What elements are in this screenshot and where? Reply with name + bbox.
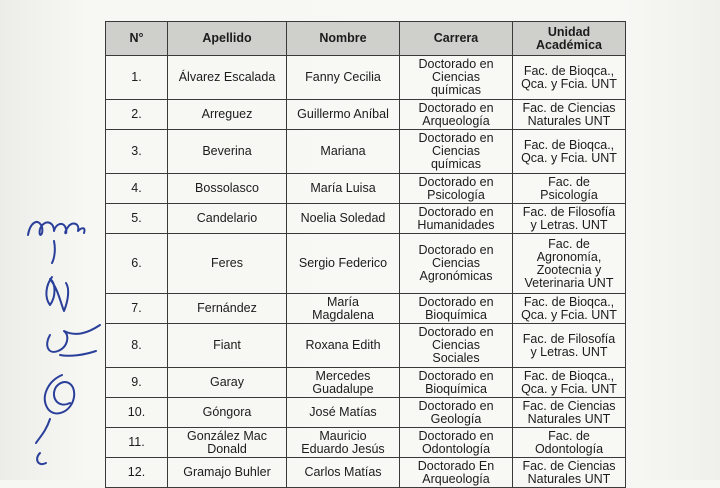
table-row <box>106 324 626 368</box>
cell-carrera <box>400 294 513 324</box>
cell-nombre <box>287 324 400 368</box>
cell-carrera-line: Odontología <box>421 441 491 456</box>
header-carrera: Carrera <box>400 22 513 56</box>
cell-nombre-line: María <box>327 294 359 309</box>
table-row <box>106 428 626 458</box>
cell-nombre-line: Roxana Edith <box>305 338 381 352</box>
cell-carrera-line: Doctorado En <box>417 458 495 473</box>
cell-apellido-line: Beverina <box>202 144 252 158</box>
cell-unidad-line: Fac. de Bioqca., <box>523 63 615 78</box>
header-apellido: Apellido <box>168 22 287 56</box>
cell-num: 11. <box>106 428 168 458</box>
header-unidad <box>513 22 626 56</box>
cell-unidad-line: Qca. y Fcia. UNT <box>521 150 617 165</box>
cell-apellido-line: Fiant <box>213 338 241 352</box>
cell-unidad-line: Fac. de Bioqca., <box>523 368 615 383</box>
cell-carrera-line: Arqueología <box>422 471 490 486</box>
cell-carrera <box>400 174 513 204</box>
cell-unidad <box>513 398 626 428</box>
cell-carrera-line: químicas <box>430 157 482 171</box>
cell-nombre-line: Sergio Federico <box>298 256 388 270</box>
cell-apellido <box>168 324 287 368</box>
cell-nombre <box>287 100 400 130</box>
table-row <box>106 204 626 234</box>
cell-apellido <box>168 130 287 174</box>
cell-unidad-line: Fac. de <box>548 174 590 189</box>
cell-nombre <box>287 56 400 100</box>
cell-carrera <box>400 234 513 294</box>
cell-num: 7. <box>106 294 168 324</box>
cell-apellido-line: Álvarez Escalada <box>178 70 276 84</box>
table-row <box>106 398 626 428</box>
cell-num: 5. <box>106 204 168 234</box>
cell-unidad-line: y Letras. UNT <box>530 344 608 359</box>
cell-apellido-line: Garay <box>209 375 245 389</box>
signature-stroke-2 <box>52 241 55 263</box>
cell-nombre-line: Fanny Cecilia <box>305 70 381 84</box>
cell-carrera <box>400 130 513 174</box>
cell-unidad <box>513 174 626 204</box>
cell-apellido <box>168 204 287 234</box>
cell-unidad <box>513 324 626 368</box>
cell-apellido-line: Bossolasco <box>195 181 259 195</box>
cell-unidad-line: Qca. y Fcia. UNT <box>521 76 617 91</box>
cell-unidad <box>513 56 626 100</box>
cell-num: 8. <box>106 324 168 368</box>
cell-num: 3. <box>106 130 168 174</box>
cell-unidad-line: Veterinaria UNT <box>524 275 614 290</box>
cell-apellido <box>168 234 287 294</box>
cell-carrera <box>400 324 513 368</box>
cell-unidad-line: Qca. y Fcia. UNT <box>521 307 617 322</box>
cell-carrera-line: Humanidades <box>417 217 495 232</box>
table-body <box>106 56 626 488</box>
cell-nombre <box>287 294 400 324</box>
cell-unidad-line: Fac. de <box>548 428 590 443</box>
cell-carrera-line: Doctorado en <box>418 57 494 71</box>
cell-carrera-line: Doctorado en <box>418 243 494 257</box>
signature-stroke-1 <box>28 222 85 235</box>
signature-stroke-6 <box>37 453 46 464</box>
table-row <box>106 56 626 100</box>
cell-num: 4. <box>106 174 168 204</box>
table-row <box>106 234 626 294</box>
cell-unidad <box>513 428 626 458</box>
cell-carrera-line: Ciencias <box>432 144 480 158</box>
cell-apellido <box>168 56 287 100</box>
cell-carrera-line: Sociales <box>432 351 480 365</box>
table-row <box>106 100 626 130</box>
cell-unidad <box>513 458 626 488</box>
cell-apellido-line: Fernández <box>197 301 257 315</box>
cell-unidad-line: Fac. de Ciencias <box>522 458 616 473</box>
doctorate-table-container <box>105 21 625 488</box>
cell-unidad <box>513 100 626 130</box>
cell-apellido-line: Góngora <box>202 405 252 419</box>
cell-nombre-line: Mariana <box>320 144 366 158</box>
cell-carrera-line: Psicología <box>427 187 485 202</box>
cell-nombre <box>287 398 400 428</box>
cell-carrera <box>400 398 513 428</box>
cell-nombre-line: Magdalena <box>312 307 374 322</box>
cell-num: 6. <box>106 234 168 294</box>
cell-num: 1. <box>106 56 168 100</box>
cell-unidad-line: Fac. de Bioqca., <box>523 294 615 309</box>
cell-apellido <box>168 428 287 458</box>
cell-unidad <box>513 204 626 234</box>
cell-carrera-line: Doctorado en <box>418 368 494 383</box>
cell-carrera <box>400 100 513 130</box>
cell-nombre-line: Guadalupe <box>312 381 374 396</box>
cell-carrera-line: Ciencias <box>432 338 480 352</box>
cell-carrera-line: Doctorado en <box>418 325 494 339</box>
cell-num: 9. <box>106 368 168 398</box>
cell-carrera-line: Ciencias <box>432 70 480 84</box>
cell-nombre-line: María Luisa <box>310 181 376 195</box>
cell-carrera <box>400 458 513 488</box>
cell-apellido <box>168 398 287 428</box>
cell-unidad-line: Zootecnia y <box>536 262 602 277</box>
cell-unidad-line: Naturales UNT <box>527 113 611 128</box>
cell-unidad-line: y Letras. UNT <box>530 217 608 232</box>
table-header-row <box>106 22 626 56</box>
header-num: N° <box>106 22 168 56</box>
handwritten-signatures <box>10 205 110 480</box>
cell-nombre-line: Noelia Soledad <box>300 211 386 225</box>
cell-num: 12. <box>106 458 168 488</box>
signature-stroke-5 <box>36 375 74 443</box>
cell-apellido-line: González Mac <box>187 428 267 443</box>
cell-apellido-line: Gramajo Buhler <box>183 465 271 479</box>
cell-num: 2. <box>106 100 168 130</box>
cell-unidad-line: Fac. de Ciencias <box>522 100 616 115</box>
cell-carrera-line: Doctorado en <box>418 131 494 145</box>
table-row <box>106 294 626 324</box>
cell-unidad <box>513 234 626 294</box>
cell-apellido <box>168 294 287 324</box>
cell-carrera-line: Geología <box>430 411 482 426</box>
cell-carrera-line: Agronómicas <box>419 269 493 283</box>
cell-unidad <box>513 368 626 398</box>
cell-carrera-line: Arqueología <box>422 113 490 128</box>
cell-apellido-line: Feres <box>211 256 243 270</box>
table-row <box>106 368 626 398</box>
cell-num: 10. <box>106 398 168 428</box>
cell-unidad <box>513 130 626 174</box>
cell-nombre-line: Guillermo Aníbal <box>297 107 389 121</box>
cell-nombre <box>287 234 400 294</box>
cell-carrera <box>400 428 513 458</box>
cell-carrera-line: químicas <box>430 83 482 97</box>
cell-nombre-line: Mauricio <box>319 428 367 443</box>
cell-nombre <box>287 428 400 458</box>
cell-unidad-line: Qca. y Fcia. UNT <box>521 381 617 396</box>
cell-apellido-line: Candelario <box>196 211 258 225</box>
cell-nombre <box>287 174 400 204</box>
cell-unidad-line: Naturales UNT <box>527 411 611 426</box>
cell-nombre-line: José Matías <box>309 405 377 419</box>
cell-apellido <box>168 100 287 130</box>
cell-unidad-line: Fac. de Filosofía <box>522 331 616 346</box>
doctorate-table <box>105 21 626 488</box>
cell-carrera <box>400 368 513 398</box>
cell-carrera-line: Doctorado en <box>418 204 494 219</box>
cell-carrera-line: Doctorado en <box>418 174 494 189</box>
cell-nombre-line: Carlos Matías <box>304 465 382 479</box>
cell-nombre-line: Eduardo Jesús <box>301 441 385 456</box>
cell-carrera-line: Bioquímica <box>425 381 487 396</box>
cell-carrera-line: Ciencias <box>432 256 480 270</box>
cell-nombre <box>287 204 400 234</box>
header-nombre: Nombre <box>287 22 400 56</box>
cell-nombre-line: Mercedes <box>315 368 371 383</box>
cell-nombre <box>287 130 400 174</box>
cell-carrera <box>400 204 513 234</box>
cell-carrera <box>400 56 513 100</box>
cell-nombre <box>287 458 400 488</box>
cell-unidad-line: Fac. de <box>548 236 590 251</box>
cell-carrera-line: Doctorado en <box>418 398 494 413</box>
cell-apellido <box>168 174 287 204</box>
cell-carrera-line: Bioquímica <box>425 307 487 322</box>
cell-carrera-line: Doctorado en <box>418 428 494 443</box>
header-unidad-line2: Académica <box>535 37 602 52</box>
cell-apellido <box>168 458 287 488</box>
cell-unidad-line: Psicología <box>540 187 598 202</box>
cell-unidad-line: Naturales UNT <box>527 471 611 486</box>
cell-apellido-line: Arreguez <box>201 107 253 121</box>
table-row <box>106 458 626 488</box>
signature-stroke-3 <box>46 277 68 311</box>
cell-unidad-line: Odontología <box>534 441 604 456</box>
cell-unidad-line: Fac. de Filosofía <box>522 204 616 219</box>
cell-unidad-line: Agronomía, <box>536 249 602 264</box>
table-row <box>106 174 626 204</box>
cell-apellido-line: Donald <box>207 441 247 456</box>
cell-unidad <box>513 294 626 324</box>
cell-apellido <box>168 368 287 398</box>
cell-unidad-line: Fac. de Ciencias <box>522 398 616 413</box>
cell-carrera-line: Doctorado en <box>418 100 494 115</box>
cell-nombre <box>287 368 400 398</box>
signature-stroke-4 <box>47 325 100 356</box>
cell-carrera-line: Doctorado en <box>418 294 494 309</box>
cell-unidad-line: Fac. de Bioqca., <box>523 137 615 152</box>
header-unidad-line1: Unidad <box>547 24 591 39</box>
table-row <box>106 130 626 174</box>
